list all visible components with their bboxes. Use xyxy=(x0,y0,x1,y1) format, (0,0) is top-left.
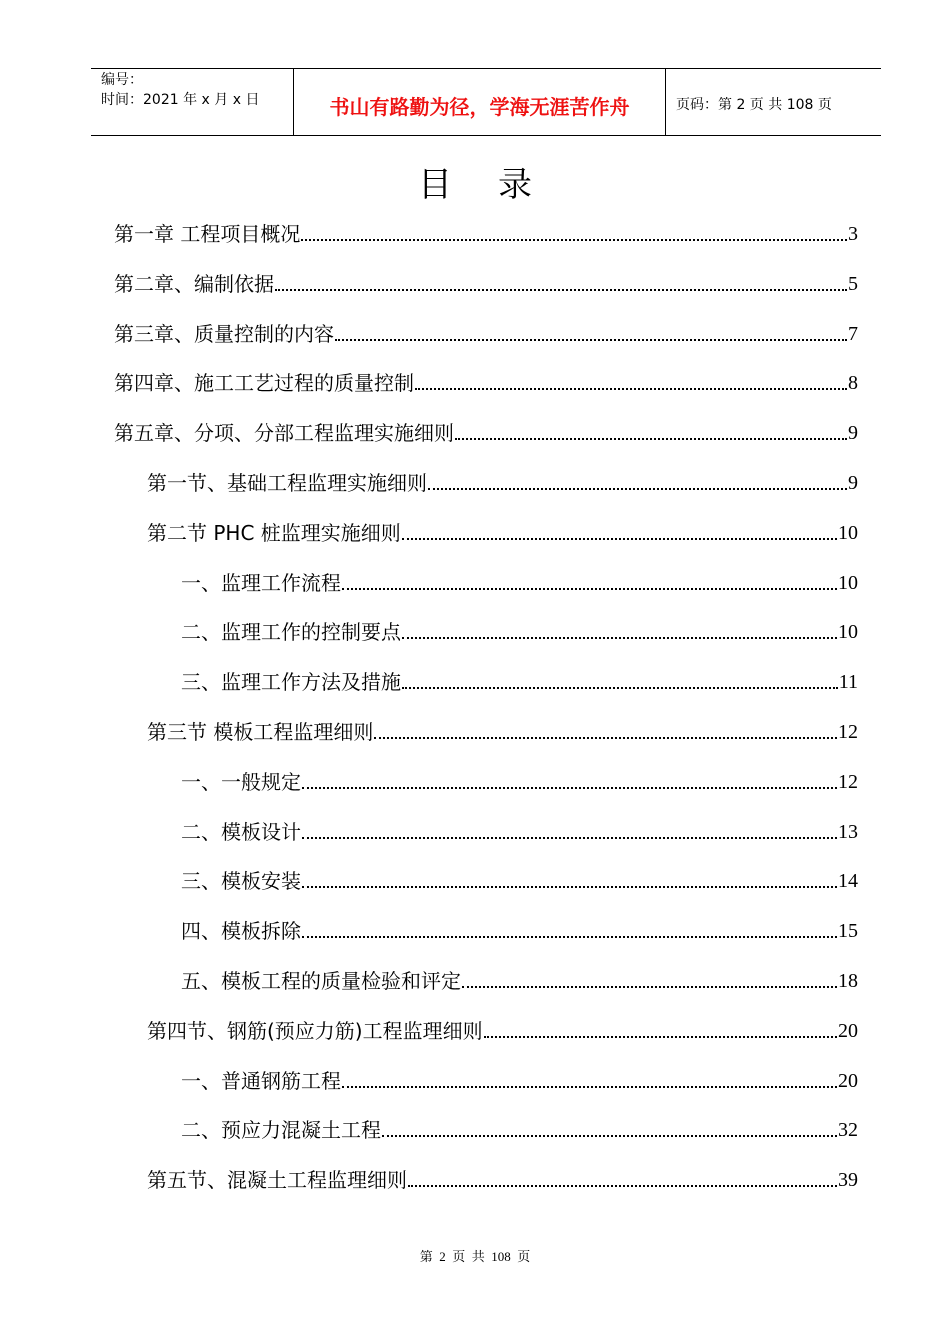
toc-entry-page-number: 11 xyxy=(838,671,858,693)
toc-entry[interactable] xyxy=(181,1067,858,1095)
toc-entry[interactable] xyxy=(181,818,858,846)
toc-entry-page-number: 7 xyxy=(848,323,858,345)
toc-entry-page-number: 9 xyxy=(848,422,858,444)
toc-entry-page-number: 14 xyxy=(838,870,858,892)
toc-dot-leader xyxy=(302,837,837,839)
toc-entry[interactable] xyxy=(147,1017,858,1045)
toc-dot-leader xyxy=(484,1036,837,1038)
toc-dot-leader xyxy=(301,239,847,241)
toc-entry[interactable] xyxy=(147,469,858,497)
toc-dot-leader xyxy=(428,488,847,490)
toc-entry[interactable] xyxy=(147,718,858,746)
toc-entry[interactable] xyxy=(114,419,858,447)
toc-entry[interactable] xyxy=(114,220,858,248)
toc-dot-leader xyxy=(275,289,847,291)
toc-entry-title: 第五章、分项、分部工程监理实施细则 xyxy=(114,421,454,445)
toc-dot-leader xyxy=(455,438,847,440)
toc-entry-title: 二、模板设计 xyxy=(181,820,301,844)
toc-entry-page-number: 32 xyxy=(838,1119,858,1141)
toc-entry-title: 一、监理工作流程 xyxy=(181,571,341,595)
toc-entry-title: 第三章、质量控制的内容 xyxy=(114,322,334,346)
toc-dot-leader xyxy=(302,886,837,888)
toc-dot-leader xyxy=(342,1086,837,1088)
toc-entry-page-number: 5 xyxy=(848,273,858,295)
toc-entry-title: 第一章 工程项目概况 xyxy=(114,222,301,246)
page-footer: 第 2 页 共 108 页 xyxy=(419,1249,531,1264)
document-date-label: 时间：2021 年 x 月 x 日 xyxy=(101,92,260,108)
page-header xyxy=(91,68,881,136)
toc-entry[interactable] xyxy=(181,867,858,895)
toc-entry[interactable] xyxy=(181,967,858,995)
toc-entry-page-number: 10 xyxy=(838,621,858,643)
toc-entry[interactable] xyxy=(181,668,858,696)
toc-entry-title: 第一节、基础工程监理实施细则 xyxy=(147,471,427,495)
toc-dot-leader xyxy=(402,637,837,639)
toc-entry-page-number: 39 xyxy=(838,1169,858,1191)
header-motto-cell xyxy=(293,69,666,135)
toc-dot-leader xyxy=(408,1185,837,1187)
toc-entry-page-number: 12 xyxy=(838,721,858,743)
toc-dot-leader xyxy=(342,588,837,590)
toc-dot-leader xyxy=(302,787,837,789)
toc-entry-title: 三、监理工作方法及措施 xyxy=(181,670,401,694)
toc-entry[interactable] xyxy=(114,320,858,348)
toc-entry-title: 三、模板安装 xyxy=(181,869,301,893)
toc-entry[interactable] xyxy=(181,1116,858,1144)
toc-entry-page-number: 20 xyxy=(838,1070,858,1092)
toc-entry[interactable] xyxy=(181,917,858,945)
toc-entry-page-number: 10 xyxy=(838,522,858,544)
toc-entry[interactable] xyxy=(181,768,858,796)
toc-dot-leader xyxy=(402,687,838,689)
toc-entry-page-number: 20 xyxy=(838,1020,858,1042)
toc-entry-page-number: 10 xyxy=(838,572,858,594)
toc-entry-title: 第四节、钢筋(预应力筋)工程监理细则 xyxy=(147,1019,483,1043)
header-page-cell xyxy=(666,69,881,135)
toc-entry-title: 第四章、施工工艺过程的质量控制 xyxy=(114,371,414,395)
toc-entry[interactable] xyxy=(181,618,858,646)
toc-title: 目录 xyxy=(418,165,578,205)
toc-entry[interactable] xyxy=(181,569,858,597)
toc-entry-page-number: 3 xyxy=(848,223,858,245)
toc-entry[interactable] xyxy=(147,1166,858,1194)
toc-entry-title: 五、模板工程的质量检验和评定 xyxy=(181,969,461,993)
document-number-label: 编号： xyxy=(101,72,143,88)
toc-entry-title: 第二章、编制依据 xyxy=(114,272,274,296)
toc-entry-page-number: 15 xyxy=(838,920,858,942)
toc-dot-leader xyxy=(462,986,837,988)
toc-entry-title: 二、监理工作的控制要点 xyxy=(181,620,401,644)
header-info-cell xyxy=(91,69,293,135)
header-page-number: 页码：第 2 页 共 108 页 xyxy=(676,97,832,113)
toc-dot-leader xyxy=(335,339,847,341)
toc-entry-title: 四、模板拆除 xyxy=(181,919,301,943)
toc-entry-page-number: 8 xyxy=(848,372,858,394)
toc-dot-leader xyxy=(415,388,847,390)
toc-dot-leader xyxy=(382,1135,837,1137)
toc-entry-title: 一、普通钢筋工程 xyxy=(181,1069,341,1093)
header-motto: 书山有路勤为径，学海无涯苦作舟 xyxy=(329,95,630,119)
toc-entry[interactable] xyxy=(147,519,858,547)
toc-entry-title: 一、一般规定 xyxy=(181,770,301,794)
toc-entry[interactable] xyxy=(114,369,858,397)
toc-entry-title: 第二节 PHC 桩监理实施细则 xyxy=(147,521,401,545)
toc-entry-page-number: 9 xyxy=(848,472,858,494)
toc-dot-leader xyxy=(302,936,837,938)
toc-entry-page-number: 12 xyxy=(838,771,858,793)
toc-entry[interactable] xyxy=(114,270,858,298)
toc-dot-leader xyxy=(374,737,837,739)
toc-entry-title: 第五节、混凝土工程监理细则 xyxy=(147,1168,407,1192)
toc-dot-leader xyxy=(402,538,837,540)
toc-entry-title: 二、预应力混凝土工程 xyxy=(181,1118,381,1142)
toc-entry-title: 第三节 模板工程监理细则 xyxy=(147,720,374,744)
toc-entry-page-number: 18 xyxy=(838,970,858,992)
toc-entry-page-number: 13 xyxy=(838,821,858,843)
